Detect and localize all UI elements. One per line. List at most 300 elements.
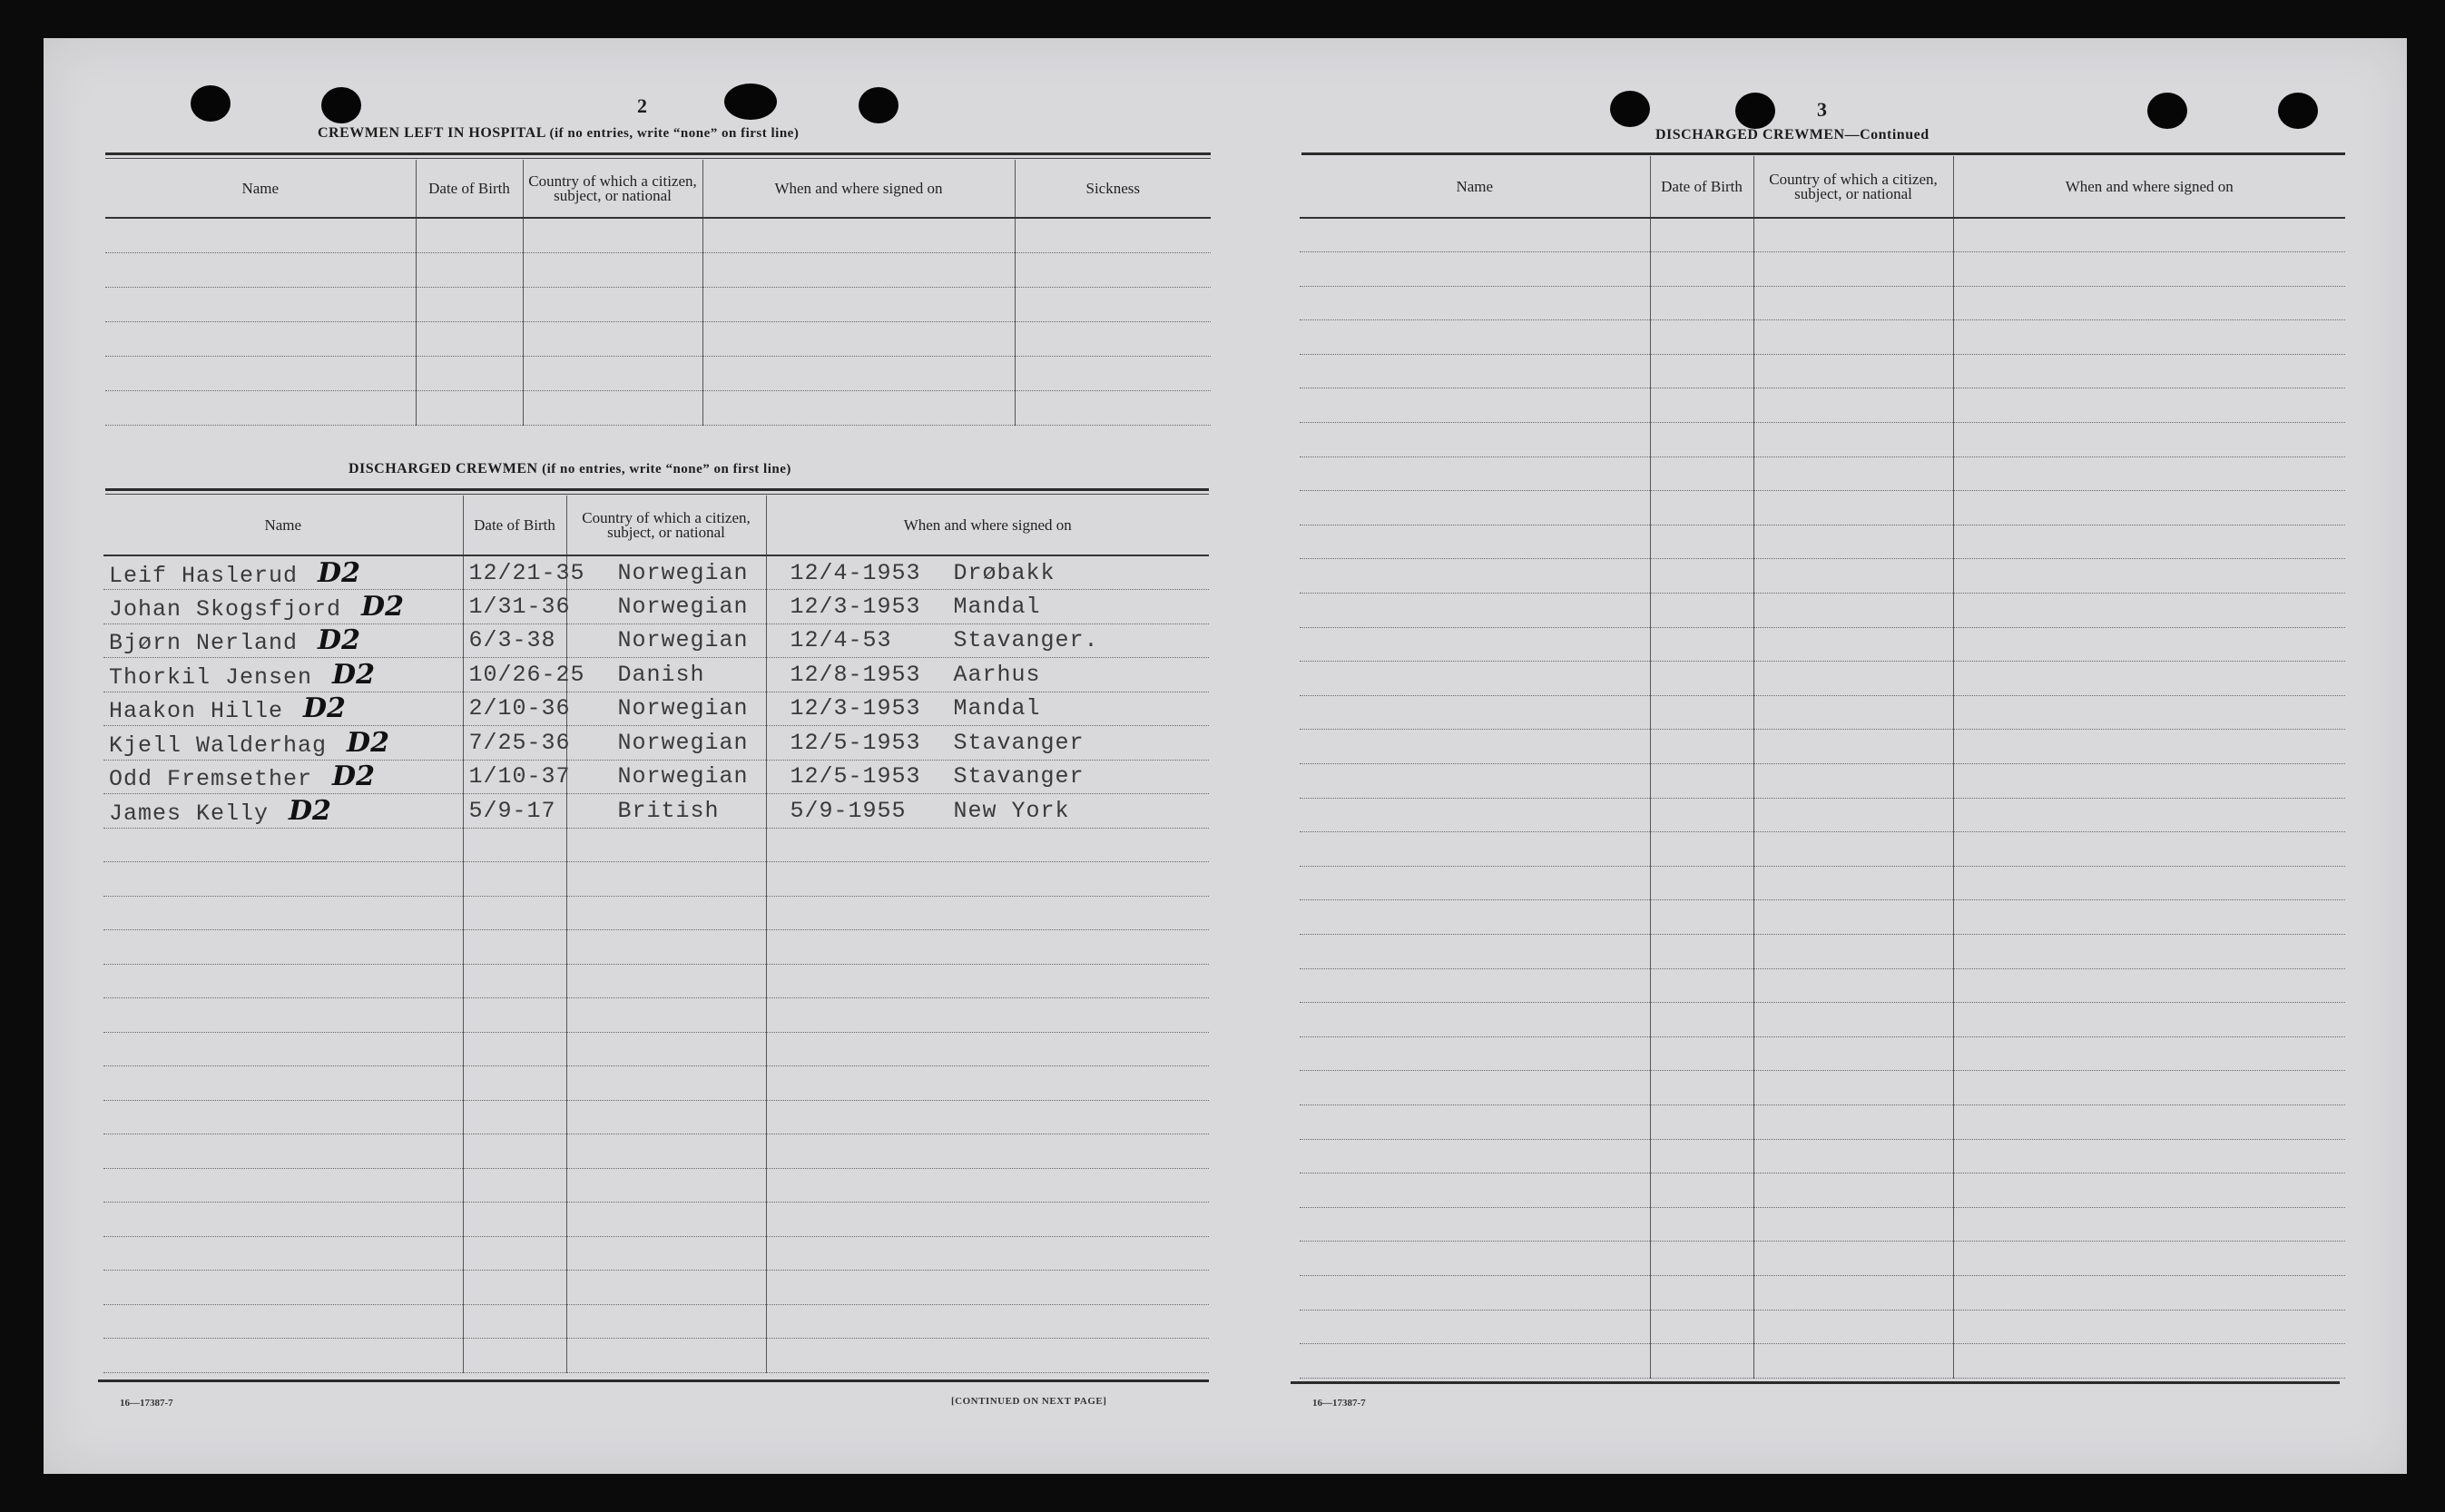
discharge-mark: D2 xyxy=(318,556,360,589)
table-cell xyxy=(1300,968,1650,1003)
table-cell xyxy=(463,1032,566,1066)
table-cell xyxy=(1753,525,1953,559)
table-cell xyxy=(103,896,463,930)
crewman-name: Leif Haslerud xyxy=(109,562,299,589)
crewman-name: James Kelly xyxy=(109,800,270,827)
table-row xyxy=(103,1134,1209,1169)
date-of-birth: 1/10-37 xyxy=(463,760,566,794)
table-cell xyxy=(1953,388,2345,423)
table-cell xyxy=(1015,321,1211,356)
date-of-birth: 6/3-38 xyxy=(463,623,566,658)
left-bottom-rule xyxy=(98,1379,1209,1382)
table-row xyxy=(1300,1310,2345,1344)
country: Norwegian xyxy=(566,760,766,794)
crewman-name-cell xyxy=(103,555,463,590)
punch-hole xyxy=(2278,93,2318,129)
table-cell xyxy=(1300,1173,1650,1208)
table-row xyxy=(103,1339,1209,1373)
date-of-birth: 2/10-36 xyxy=(463,692,566,726)
table-row xyxy=(103,964,1209,998)
table-cell xyxy=(566,964,766,998)
table-row xyxy=(103,1066,1209,1101)
table-cell xyxy=(766,1271,1209,1305)
table-cell xyxy=(1300,798,1650,832)
table-cell xyxy=(766,930,1209,965)
table-cell xyxy=(1753,320,1953,355)
table-row xyxy=(1300,1003,2345,1037)
table-cell xyxy=(702,390,1015,425)
table-cell xyxy=(1753,934,1953,968)
table-row xyxy=(1300,1207,2345,1242)
table-row xyxy=(103,896,1209,930)
discharged-section-title xyxy=(349,461,791,477)
table-cell xyxy=(1753,900,1953,935)
table-row xyxy=(1300,764,2345,799)
date-of-birth: 10/26-25 xyxy=(463,658,566,692)
crewman-name: Johan Skogsfjord xyxy=(109,595,342,623)
table-cell xyxy=(702,218,1015,252)
table-cell xyxy=(463,1271,566,1305)
table-cell xyxy=(1953,1275,2345,1310)
table-cell xyxy=(702,252,1015,287)
col-header-signed-on: When and where signed on xyxy=(702,160,1015,218)
table-cell xyxy=(1953,627,2345,662)
table-cell xyxy=(463,930,566,965)
date-of-birth: 1/31-36 xyxy=(463,590,566,624)
country: Danish xyxy=(566,658,766,692)
table-row xyxy=(103,726,1209,761)
table-cell xyxy=(103,1271,463,1305)
table-cell xyxy=(1650,594,1753,628)
table-cell xyxy=(463,1339,566,1373)
table-cell xyxy=(1650,627,1753,662)
date-of-birth: 7/25-36 xyxy=(463,726,566,761)
table-cell xyxy=(1300,695,1650,730)
crewman-name-cell xyxy=(103,623,463,658)
table-cell xyxy=(1300,1105,1650,1139)
table-cell xyxy=(1753,491,1953,525)
table-cell xyxy=(1650,1275,1753,1310)
table-row xyxy=(103,794,1209,829)
table-cell xyxy=(1953,218,2345,252)
date-of-birth: 12/21-35 xyxy=(463,555,566,590)
table-cell xyxy=(1753,1344,1953,1379)
table-cell xyxy=(1650,252,1753,287)
table-cell xyxy=(1953,1310,2345,1344)
table-cell xyxy=(1650,525,1753,559)
signed-on-place: Stavanger. xyxy=(953,627,1099,654)
table-cell xyxy=(1300,320,1650,355)
table-cell xyxy=(766,1236,1209,1271)
signed-on-cell xyxy=(766,555,1209,590)
table-row xyxy=(1300,1242,2345,1276)
table-cell xyxy=(463,1168,566,1203)
signed-on-date: 12/3-1953 xyxy=(790,593,921,620)
col-header-name: Name xyxy=(103,496,463,555)
table-row xyxy=(1300,423,2345,457)
country: Norwegian xyxy=(566,623,766,658)
table-cell xyxy=(1753,662,1953,696)
table-cell xyxy=(1753,559,1953,594)
table-row xyxy=(1300,866,2345,900)
col-header-signed-on: When and where signed on xyxy=(766,496,1209,555)
table-cell xyxy=(1650,320,1753,355)
crewman-name: Haakon Hille xyxy=(109,698,284,725)
table-row xyxy=(105,356,1211,390)
table-cell xyxy=(1650,1139,1753,1173)
table-cell xyxy=(103,1066,463,1101)
table-row xyxy=(1300,798,2345,832)
table-cell xyxy=(463,1066,566,1101)
table-cell xyxy=(103,1168,463,1203)
discharge-mark: D2 xyxy=(289,794,331,827)
crewman-name-cell xyxy=(103,794,463,829)
table-row xyxy=(105,252,1211,287)
hospital-table xyxy=(105,160,1211,426)
signed-on-date: 12/5-1953 xyxy=(790,763,921,790)
table-cell xyxy=(1650,968,1753,1003)
table-cell xyxy=(702,356,1015,390)
signed-on-cell xyxy=(766,794,1209,829)
table-cell xyxy=(766,964,1209,998)
table-cell xyxy=(1753,1275,1953,1310)
table-cell xyxy=(463,1134,566,1169)
signed-on-cell xyxy=(766,692,1209,726)
table-row xyxy=(1300,525,2345,559)
table-cell xyxy=(523,218,702,252)
signed-on-cell xyxy=(766,658,1209,692)
table-cell xyxy=(416,356,523,390)
table-cell xyxy=(1300,252,1650,287)
table-cell xyxy=(566,998,766,1033)
table-cell xyxy=(1953,1105,2345,1139)
table-cell xyxy=(1953,1071,2345,1105)
table-cell xyxy=(1300,1344,1650,1379)
punch-hole xyxy=(321,87,361,123)
table-cell xyxy=(1300,491,1650,525)
table-cell xyxy=(1300,457,1650,491)
table-cell xyxy=(566,1236,766,1271)
table-row xyxy=(1300,730,2345,764)
table-cell xyxy=(1953,730,2345,764)
table-row xyxy=(1300,491,2345,525)
col-header-dob: Date of Birth xyxy=(463,496,566,555)
table-cell xyxy=(463,998,566,1033)
table-row xyxy=(103,623,1209,658)
table-cell xyxy=(105,321,416,356)
table-cell xyxy=(1753,286,1953,320)
table-cell xyxy=(1015,287,1211,321)
table-cell xyxy=(1753,1139,1953,1173)
country: Norwegian xyxy=(566,590,766,624)
table-row xyxy=(1300,900,2345,935)
table-row xyxy=(1300,388,2345,423)
table-cell xyxy=(1300,1003,1650,1037)
table-cell xyxy=(1753,218,1953,252)
table-cell xyxy=(105,252,416,287)
table-cell xyxy=(1300,832,1650,867)
table-cell xyxy=(105,356,416,390)
hospital-top-rule xyxy=(105,152,1211,155)
table-row xyxy=(103,692,1209,726)
table-cell xyxy=(1650,1071,1753,1105)
table-cell xyxy=(463,862,566,897)
table-row xyxy=(103,1304,1209,1339)
table-cell xyxy=(1300,627,1650,662)
table-cell xyxy=(1753,457,1953,491)
table-cell xyxy=(416,390,523,425)
table-cell xyxy=(463,1100,566,1134)
table-row xyxy=(1300,286,2345,320)
table-row xyxy=(1300,832,2345,867)
table-row xyxy=(1300,934,2345,968)
table-cell xyxy=(1650,1036,1753,1071)
table-cell xyxy=(1753,695,1953,730)
table-cell xyxy=(1953,832,2345,867)
hospital-section-title xyxy=(318,125,799,142)
page-number-left: 2 xyxy=(637,94,647,117)
table-cell xyxy=(1650,1310,1753,1344)
table-cell xyxy=(1300,900,1650,935)
table-cell xyxy=(1753,594,1953,628)
table-cell xyxy=(416,321,523,356)
date-of-birth: 5/9-17 xyxy=(463,794,566,829)
table-cell xyxy=(1953,1173,2345,1208)
table-cell xyxy=(566,1032,766,1066)
col-header-dob: Date of Birth xyxy=(1650,156,1753,218)
discharge-mark: D2 xyxy=(332,761,375,793)
table-cell xyxy=(1650,1003,1753,1037)
table-row xyxy=(103,1236,1209,1271)
table-row xyxy=(1300,1275,2345,1310)
discharged-table xyxy=(103,496,1209,1373)
country: British xyxy=(566,794,766,829)
crewman-name-cell xyxy=(103,692,463,726)
table-cell xyxy=(1753,968,1953,1003)
signed-on-cell xyxy=(766,726,1209,761)
punch-hole xyxy=(1610,91,1650,127)
table-cell xyxy=(1300,1310,1650,1344)
table-cell xyxy=(103,1304,463,1339)
table-cell xyxy=(1753,764,1953,799)
discharge-mark: D2 xyxy=(332,658,375,691)
signed-on-cell xyxy=(766,590,1209,624)
table-cell xyxy=(1300,934,1650,968)
table-cell xyxy=(1650,559,1753,594)
table-cell xyxy=(766,1304,1209,1339)
table-row xyxy=(1300,695,2345,730)
col-header-sickness: Sickness xyxy=(1015,160,1211,218)
crewman-name-cell xyxy=(103,726,463,761)
crewman-name-cell xyxy=(103,590,463,624)
table-cell xyxy=(1650,764,1753,799)
table-row xyxy=(103,760,1209,794)
signed-on-place: Mandal xyxy=(953,695,1041,722)
crewman-name: Bjørn Nerland xyxy=(109,630,299,657)
table-cell xyxy=(1953,968,2345,1003)
table-cell xyxy=(103,1236,463,1271)
table-cell xyxy=(103,1339,463,1373)
discharged-top-rule xyxy=(105,488,1209,491)
table-cell xyxy=(1753,1105,1953,1139)
discharge-mark: D2 xyxy=(318,624,360,657)
table-row xyxy=(103,828,1209,862)
table-cell xyxy=(1753,1036,1953,1071)
crewman-name: Kjell Walderhag xyxy=(109,731,328,759)
col-header-name: Name xyxy=(1300,156,1650,218)
table-cell xyxy=(1300,286,1650,320)
table-row xyxy=(1300,1173,2345,1208)
table-cell xyxy=(416,252,523,287)
country: Norwegian xyxy=(566,692,766,726)
table-cell xyxy=(463,1203,566,1237)
table-cell xyxy=(1753,1071,1953,1105)
table-row xyxy=(103,590,1209,624)
punch-hole xyxy=(2147,93,2187,129)
table-cell xyxy=(566,862,766,897)
table-cell xyxy=(1300,525,1650,559)
col-header-signed-on: When and where signed on xyxy=(1953,156,2345,218)
signed-on-cell xyxy=(766,623,1209,658)
signed-on-cell xyxy=(766,760,1209,794)
table-row xyxy=(103,1032,1209,1066)
table-row xyxy=(1300,1139,2345,1173)
right-bottom-rule xyxy=(1291,1381,2340,1384)
table-cell xyxy=(1753,354,1953,388)
table-row xyxy=(1300,320,2345,355)
table-row xyxy=(103,658,1209,692)
table-cell xyxy=(1753,1173,1953,1208)
table-cell xyxy=(1650,457,1753,491)
table-cell xyxy=(105,218,416,252)
table-cell xyxy=(1753,252,1953,287)
table-cell xyxy=(1300,1139,1650,1173)
table-cell xyxy=(1300,218,1650,252)
table-cell xyxy=(566,1304,766,1339)
table-cell xyxy=(566,1271,766,1305)
table-cell xyxy=(1753,423,1953,457)
table-cell xyxy=(1300,1071,1650,1105)
discharge-mark: D2 xyxy=(361,590,404,623)
punch-hole xyxy=(859,87,898,123)
table-cell xyxy=(566,1339,766,1373)
table-cell xyxy=(1300,1242,1650,1276)
table-cell xyxy=(1650,286,1753,320)
table-row xyxy=(103,1168,1209,1203)
discharged-top-rule-2 xyxy=(105,494,1209,495)
table-row xyxy=(1300,594,2345,628)
table-cell xyxy=(766,1134,1209,1169)
table-cell xyxy=(1753,627,1953,662)
table-cell xyxy=(1753,866,1953,900)
col-header-country: Country of which a citizen, subject, or national xyxy=(523,160,702,218)
discharged-title-note: (if no entries, write “none” on first line) xyxy=(542,462,791,476)
table-cell xyxy=(1015,218,1211,252)
hospital-top-rule-2 xyxy=(105,158,1211,159)
table-row xyxy=(1300,1036,2345,1071)
table-cell xyxy=(1650,900,1753,935)
table-cell xyxy=(463,828,566,862)
table-cell xyxy=(1650,218,1753,252)
table-cell xyxy=(463,896,566,930)
table-cell xyxy=(1753,1310,1953,1344)
table-cell xyxy=(1953,1003,2345,1037)
discharge-mark: D2 xyxy=(347,726,389,759)
table-cell xyxy=(1300,1275,1650,1310)
table-cell xyxy=(1300,1036,1650,1071)
table-cell xyxy=(416,287,523,321)
table-cell xyxy=(566,930,766,965)
right-top-rule xyxy=(1301,152,2345,155)
form-code-left: 16—17387-7 xyxy=(120,1398,173,1409)
table-cell xyxy=(1953,559,2345,594)
table-row xyxy=(103,1271,1209,1305)
table-cell xyxy=(566,1168,766,1203)
table-cell xyxy=(566,1100,766,1134)
table-cell xyxy=(523,390,702,425)
signed-on-place: Stavanger xyxy=(953,729,1085,756)
table-cell xyxy=(1300,1207,1650,1242)
hospital-title-note: (if no entries, write “none” on first line) xyxy=(549,126,800,141)
table-cell xyxy=(1953,662,2345,696)
table-cell xyxy=(1753,1003,1953,1037)
table-cell xyxy=(766,1339,1209,1373)
table-cell xyxy=(1300,559,1650,594)
table-cell xyxy=(103,964,463,998)
table-row xyxy=(1300,662,2345,696)
table-cell xyxy=(566,1203,766,1237)
table-row xyxy=(103,555,1209,590)
table-cell xyxy=(1650,866,1753,900)
signed-on-date: 12/8-1953 xyxy=(790,661,921,688)
table-cell xyxy=(463,1304,566,1339)
table-row xyxy=(1300,457,2345,491)
table-cell xyxy=(1650,491,1753,525)
table-cell xyxy=(1650,798,1753,832)
table-row xyxy=(1300,1105,2345,1139)
table-row xyxy=(105,321,1211,356)
table-cell xyxy=(1753,388,1953,423)
table-cell xyxy=(1015,390,1211,425)
table-cell xyxy=(523,356,702,390)
table-cell xyxy=(1300,730,1650,764)
table-cell xyxy=(766,1066,1209,1101)
table-cell xyxy=(1953,286,2345,320)
table-cell xyxy=(1953,252,2345,287)
table-cell xyxy=(1953,354,2345,388)
continued-note: [CONTINUED ON NEXT PAGE] xyxy=(951,1396,1107,1407)
table-row xyxy=(103,930,1209,965)
table-cell xyxy=(1953,1139,2345,1173)
table-cell xyxy=(103,828,463,862)
signed-on-place: New York xyxy=(953,797,1070,824)
signed-on-place: Stavanger xyxy=(953,763,1085,790)
table-cell xyxy=(1650,1207,1753,1242)
table-cell xyxy=(1953,900,2345,935)
table-cell xyxy=(105,390,416,425)
punch-hole xyxy=(1735,93,1775,129)
table-row xyxy=(1300,627,2345,662)
signed-on-date: 12/4-53 xyxy=(790,627,892,654)
table-cell xyxy=(1650,1105,1753,1139)
table-cell xyxy=(1953,866,2345,900)
table-cell xyxy=(766,896,1209,930)
table-cell xyxy=(1300,388,1650,423)
table-cell xyxy=(103,1100,463,1134)
crewman-name: Odd Fremsether xyxy=(109,766,313,793)
table-row xyxy=(1300,354,2345,388)
table-cell xyxy=(103,930,463,965)
